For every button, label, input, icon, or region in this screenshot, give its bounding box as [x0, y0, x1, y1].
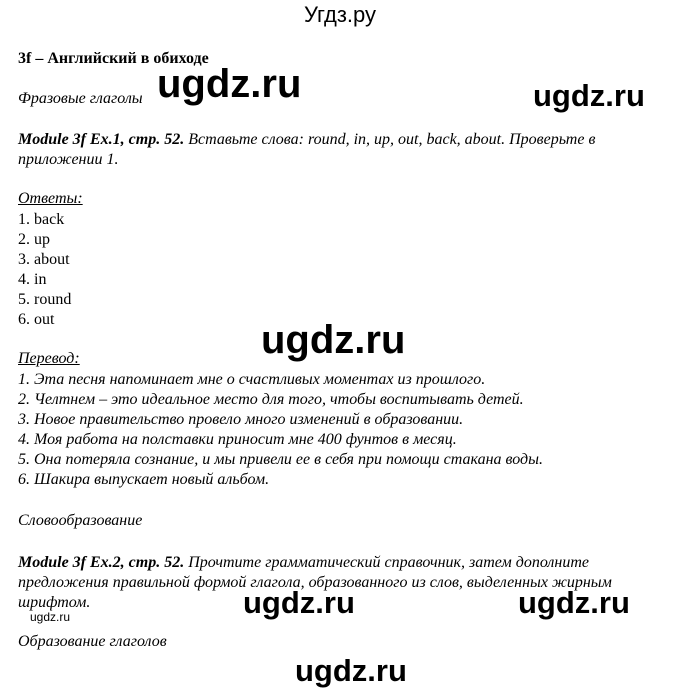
- watermark: ugdz.ru: [533, 78, 645, 113]
- watermark-small: ugdz.ru: [30, 610, 71, 624]
- answer-item: 3. about: [18, 251, 70, 268]
- translation-item: 3. Новое правительство провело много изменений в образовании.: [18, 411, 464, 428]
- answer-item: 5. round: [18, 291, 72, 308]
- section-title: 3f – Английский в обиходе: [18, 50, 209, 67]
- translation-label: Перевод:: [18, 350, 80, 367]
- watermark: ugdz.ru: [295, 653, 407, 688]
- answer-item: 2. up: [18, 231, 50, 248]
- exercise-1-ref: Module 3f Ex.1, стр. 52.: [18, 131, 185, 148]
- translations-list: [18, 370, 543, 490]
- exercise-2-text: Прочтите грамматический справочник, затем дополните предложения правильной формой глагола, образованного из слов, выделенных жирным шрифтом.: [18, 554, 612, 611]
- watermark: ugdz.ru: [261, 318, 406, 362]
- exercise-1-text: Вставьте слова: round, in, up, out, back, about. Проверьте в приложении 1.: [18, 131, 596, 168]
- answers-label: Ответы:: [18, 190, 83, 207]
- translation-item: 1. Эта песня напоминает мне о счастливых моментах из прошлого.: [18, 371, 486, 388]
- phrasal-verbs-subtitle: Фразовые глаголы: [18, 90, 143, 107]
- watermark: ugdz.ru: [518, 585, 630, 620]
- answer-item: 4. in: [18, 271, 47, 288]
- watermark: ugdz.ru: [243, 585, 355, 620]
- verb-formation-subtitle: Образование глаголов: [18, 633, 167, 650]
- answers-list: [18, 210, 71, 330]
- exercise-1-instruction: [18, 130, 658, 170]
- translation-item: 6. Шакира выпускает новый альбом.: [18, 471, 270, 488]
- translation-item: 2. Челтнем – это идеальное место для того, чтобы воспитывать детей.: [18, 391, 524, 408]
- translation-item: 4. Моя работа на полставки приносит мне 400 фунтов в месяц.: [18, 431, 457, 448]
- word-formation-subtitle: Словообразование: [18, 512, 143, 529]
- answer-item: 6. out: [18, 311, 55, 328]
- translation-item: 5. Она потеряла сознание, и мы привели ее в себя при помощи стакана воды.: [18, 451, 543, 468]
- answer-item: 1. back: [18, 211, 65, 228]
- site-title: Угдз.ру: [303, 2, 377, 27]
- exercise-2-ref: Module 3f Ex.2, стр. 52.: [18, 554, 185, 571]
- watermark: ugdz.ru: [157, 62, 302, 106]
